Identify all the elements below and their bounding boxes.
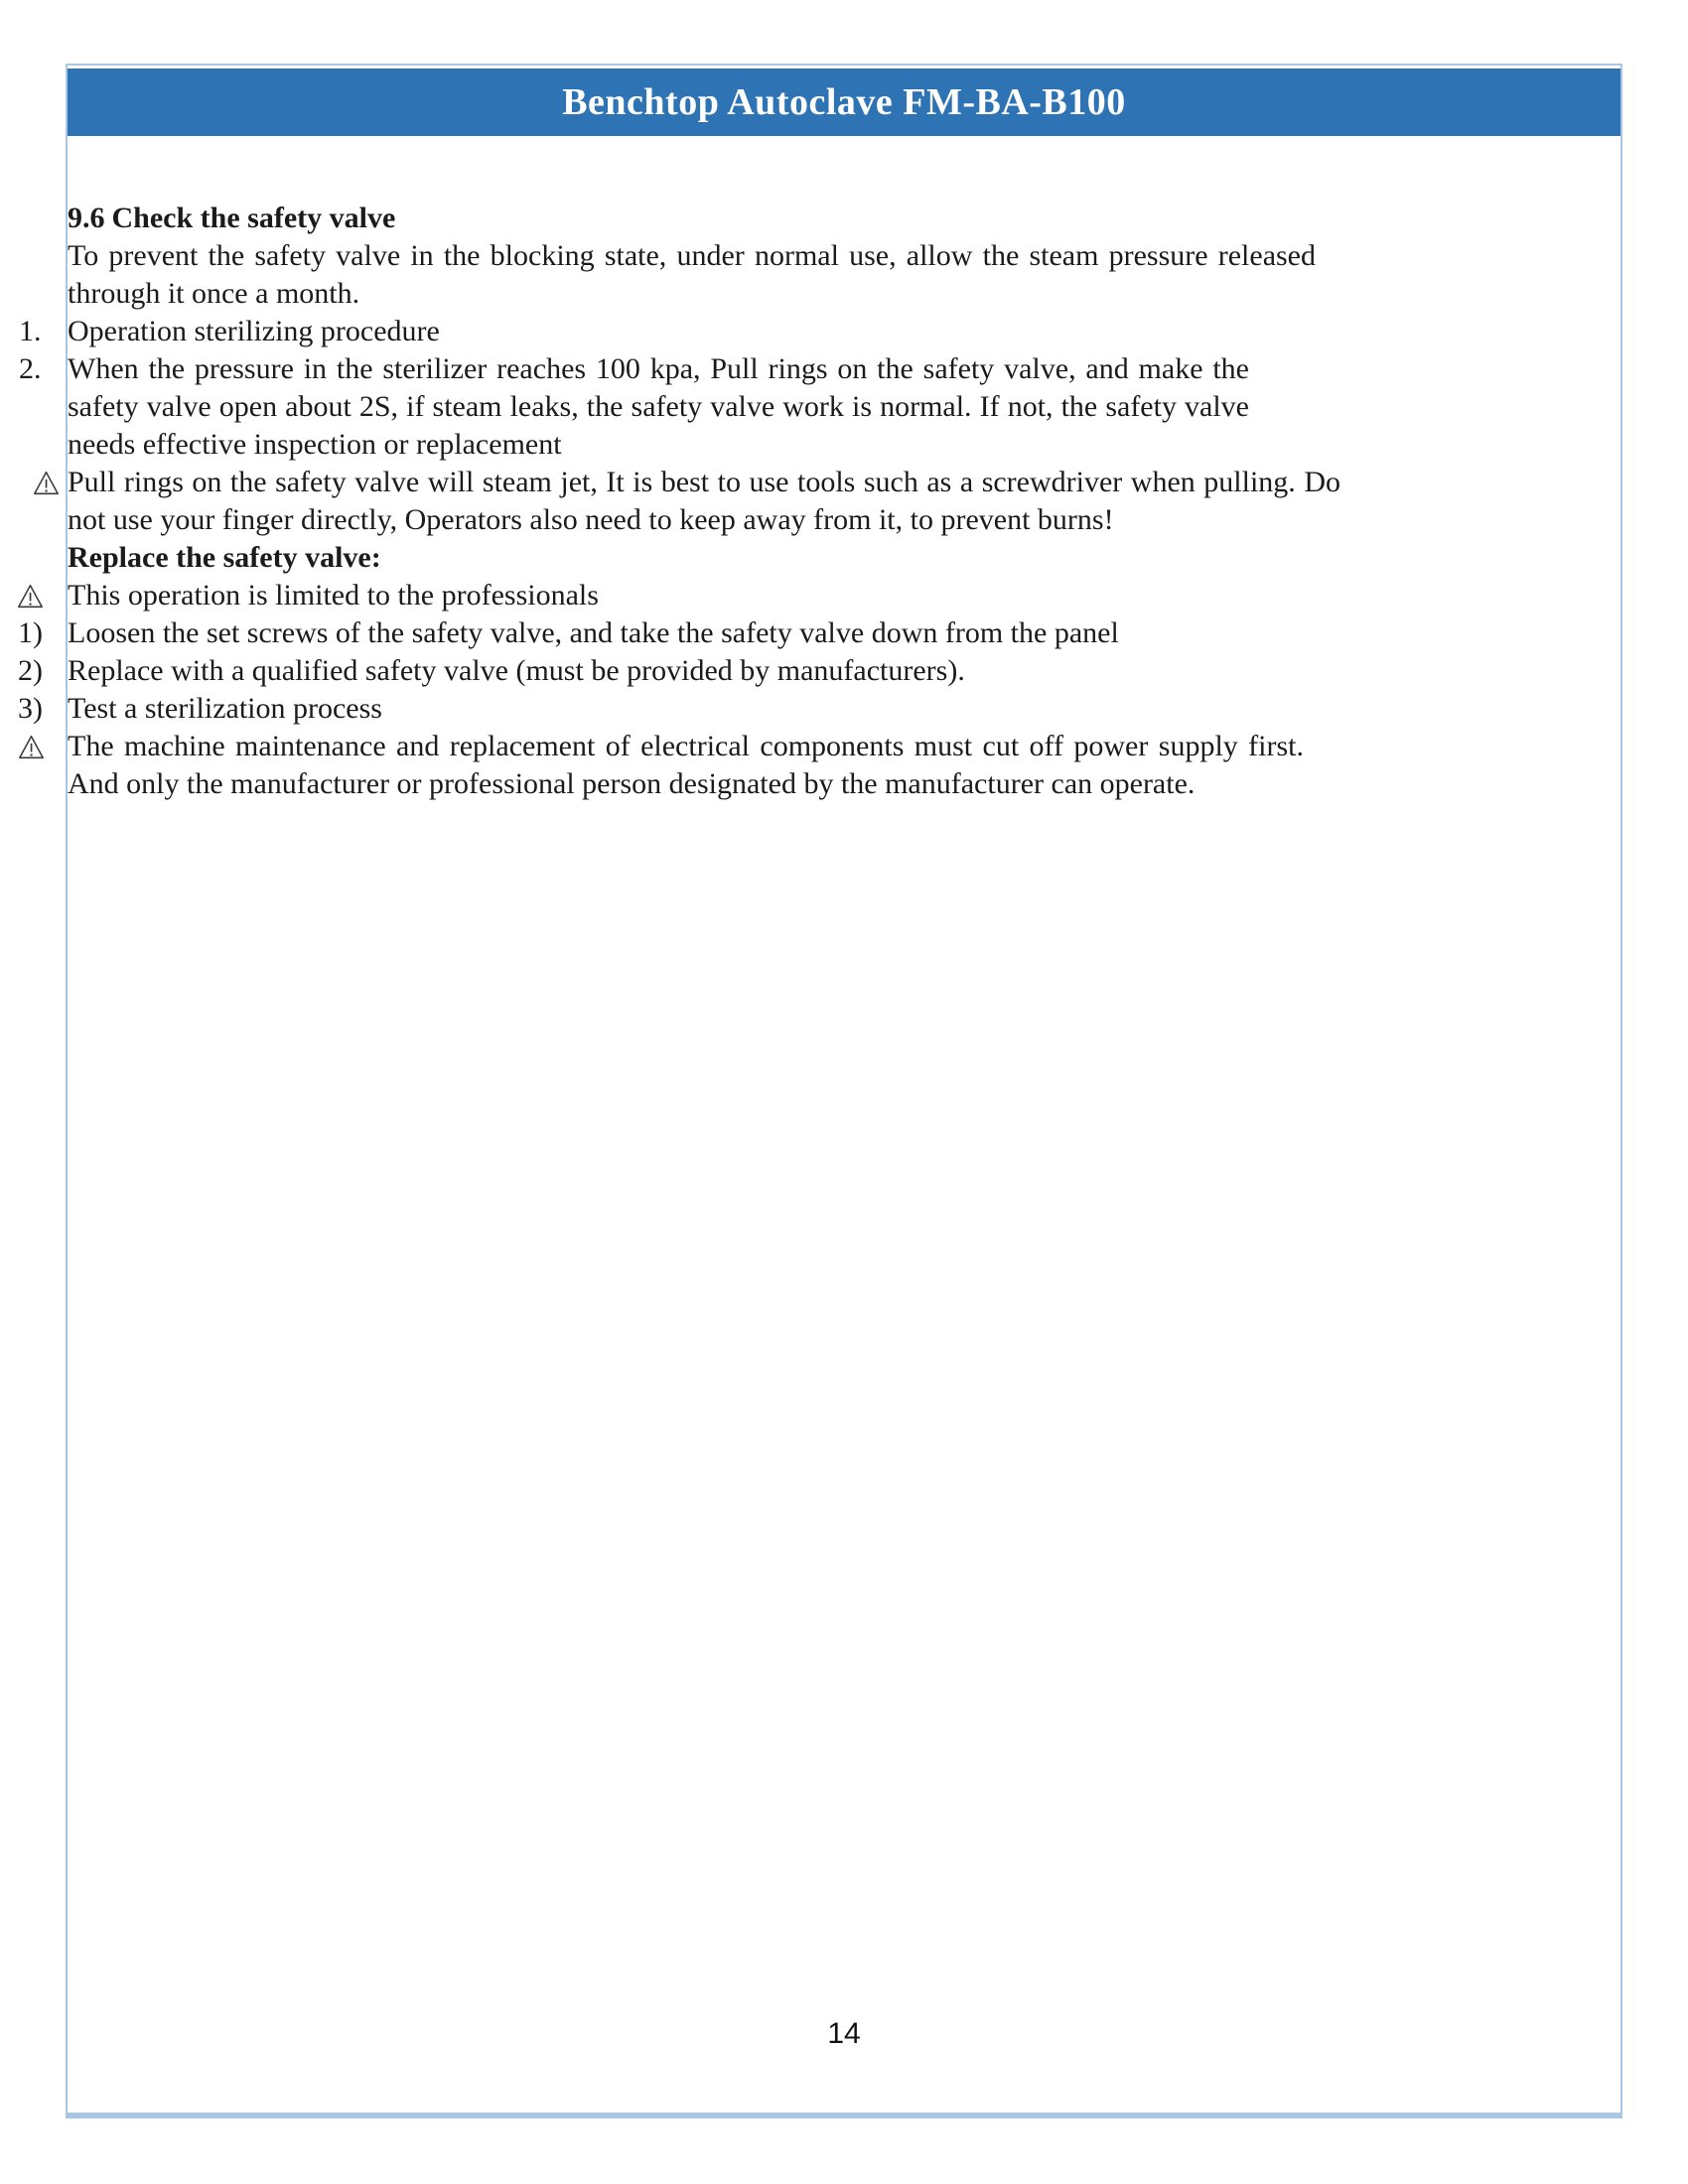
section-heading xyxy=(68,200,1620,237)
list-item-text: Operation sterilizing procedure xyxy=(68,315,440,347)
replace-heading: Replace the safety valve: xyxy=(68,541,381,574)
list-item-text: Loosen the set screws of the safety valve, and take the safety valve down from the panel xyxy=(68,616,1119,649)
list-item xyxy=(19,313,1249,350)
list-item-marker: 1. xyxy=(19,315,42,347)
warning-text: Pull rings on the safety valve will steam jet, It is best to use tools such as a screwdriver when pulling. Do not use your finger directly, Operators also need to keep away from it, to prevent burns! xyxy=(68,466,1340,536)
document-frame xyxy=(18,64,1622,2118)
list-item-marker: 1) xyxy=(18,616,43,649)
warning-text: The machine maintenance and replacement of electrical components must cut off power supply first. And only the manufacturer or professional person designated by the manufacturer can operate. xyxy=(68,730,1304,800)
warning-triangle-icon xyxy=(33,469,60,506)
page-content xyxy=(18,136,1620,803)
warning-triangle-icon xyxy=(18,733,45,770)
section-heading-label: Check the safety valve xyxy=(111,202,396,234)
page-number: 14 xyxy=(827,2017,861,2050)
list-item-text: Test a sterilization process xyxy=(68,692,382,725)
list-item xyxy=(18,614,1251,652)
list-item-text: When the pressure in the sterilizer reaches 100 kpa, Pull rings on the safety valve, and make the safety valve open about 2S, if steam leaks, the safety valve work is normal. If not, the safety valve needs effective inspection or replacement xyxy=(68,352,1249,461)
document-title: Benchtop Autoclave FM-BA-B100 xyxy=(562,81,1126,123)
warning-text: This operation is limited to the professionals xyxy=(68,579,599,612)
list-item-marker: 2. xyxy=(19,352,42,385)
list-item-marker: 3) xyxy=(18,692,43,725)
list-item xyxy=(19,350,1249,464)
list-item xyxy=(18,652,1251,690)
list-item-text: Replace with a qualified safety valve (must be provided by manufacturers). xyxy=(68,654,965,687)
list-item-marker: 2) xyxy=(18,654,43,687)
list-item xyxy=(18,690,1251,728)
section-intro-paragraph: To prevent the safety valve in the blocking state, under normal use, allow the steam pressure released through it once a month. xyxy=(68,239,1316,310)
page-header-bar xyxy=(68,68,1620,136)
section-number: 9.6 xyxy=(68,202,105,234)
warning-paragraph xyxy=(68,577,1340,614)
warning-paragraph xyxy=(68,728,1304,803)
warning-paragraph xyxy=(68,464,1340,539)
